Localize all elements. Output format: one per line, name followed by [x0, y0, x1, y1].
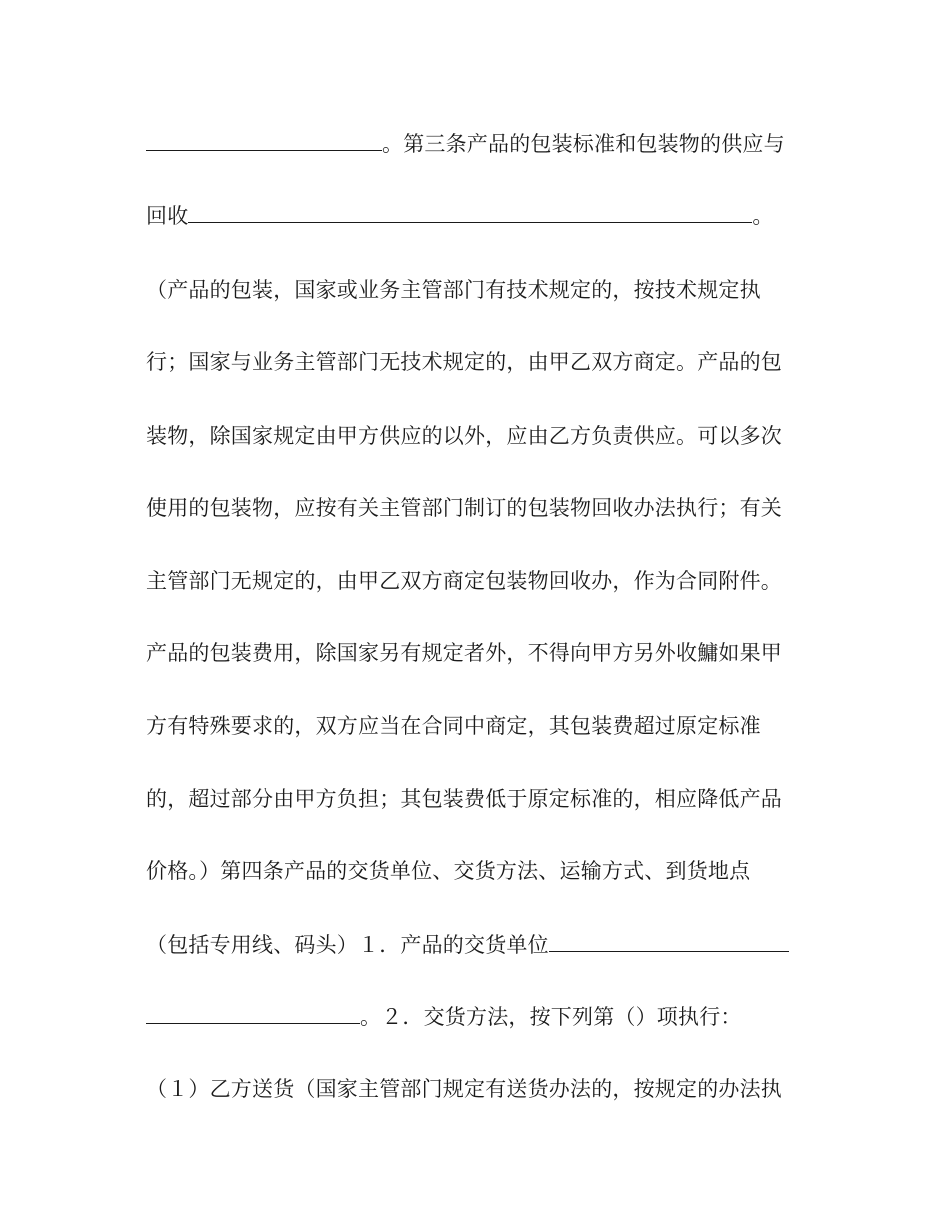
line-text: 。第三条产品的包装标准和包装物的供应与	[382, 132, 785, 156]
line-text: 回收	[146, 204, 189, 228]
text-line-13	[146, 1001, 806, 1032]
line-text: 价格。）第四条产品的交货单位、交货方法、运输方式、到货地点	[146, 859, 751, 883]
line-text: 主管部门无规定的，由甲乙双方商定包装物回收办，作为合同附件。	[146, 569, 782, 593]
text-line-12	[146, 929, 806, 960]
text-line-7	[146, 566, 806, 596]
text-line-9	[146, 711, 806, 741]
line-text: 行；国家与业务主管部门无技术规定的，由甲乙双方商定。产品的包	[146, 350, 782, 374]
text-line-14	[146, 1074, 806, 1104]
line-text: 方有特殊要求的，双方应当在合同中商定，其包装费超过原定标准	[146, 714, 761, 738]
fill-in-blank[interactable]	[146, 1001, 360, 1024]
text-line-5	[146, 421, 806, 451]
text-line-6	[146, 493, 806, 523]
line-text: 产品的包装费用，除国家另有规定者外，不得向甲方另外收鱅如果甲	[146, 641, 782, 665]
text-line-10	[146, 784, 806, 814]
text-line-3	[146, 275, 806, 305]
line-text: 的，超过部分由甲方负担；其包装费低于原定标准的，相应降低产品	[146, 787, 782, 811]
line-text: 使用的包装物，应按有关主管部门制订的包装物回收办法执行；有关	[146, 496, 782, 520]
fill-in-blank[interactable]	[188, 200, 752, 223]
fill-in-blank[interactable]	[549, 929, 789, 952]
line-text: 装物，除国家规定由甲方供应的以外，应由乙方负责供应。可以多次	[146, 424, 782, 448]
text-line-8	[146, 638, 806, 668]
text-line-2	[146, 200, 806, 231]
line-text: 。２．交货方法，按下列第（）项执行：	[360, 1005, 742, 1029]
line-text: （包括专用线、码头）１．产品的交货单位	[146, 933, 549, 957]
text-line-1	[146, 128, 806, 159]
text-line-4	[146, 347, 806, 377]
fill-in-blank[interactable]	[146, 128, 382, 151]
text-line-11	[146, 856, 806, 886]
line-text: （１）乙方送货（国家主管部门规定有送货办法的，按规定的办法执	[146, 1077, 782, 1101]
line-text: 。	[752, 204, 774, 228]
line-text: （产品的包装，国家或业务主管部门有技术规定的，按技术规定执	[146, 278, 761, 302]
